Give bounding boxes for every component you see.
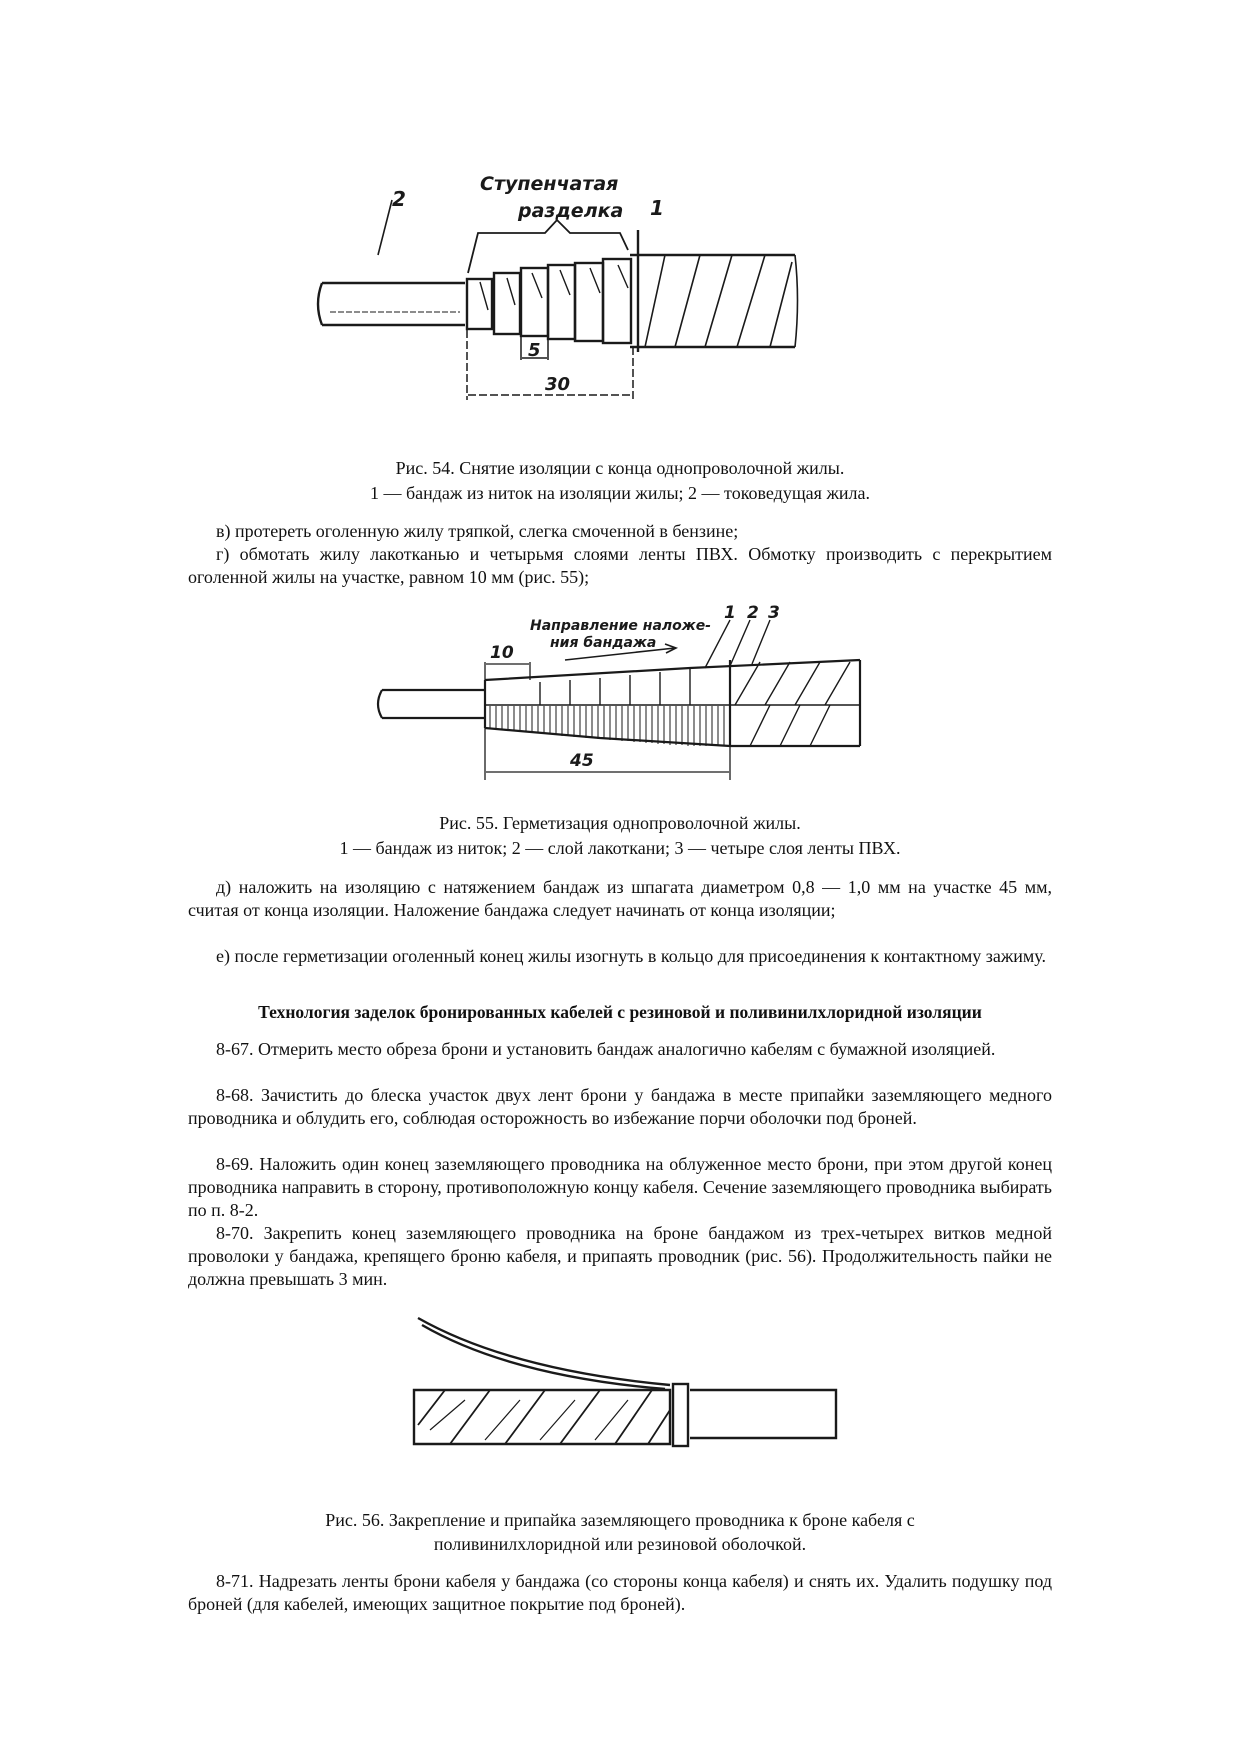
fig55-dim-10: 10	[490, 643, 514, 663]
conductor-outline	[378, 690, 485, 718]
cable-sheath	[690, 1390, 836, 1438]
figure-55-drawing	[360, 600, 880, 780]
paragraph-8-68: 8-68. Зачистить до блеска участок двух лент брони у бандажа в месте припайки заземляющего медного проводника и облудить его, соблюдая осторожность во избежание порчи оболочки под броней.	[188, 1085, 1052, 1128]
figure-56-caption-line2: поливинилхлоридной или резиновой оболочкой.	[433, 1534, 807, 1554]
paragraph-g: г) обмотать жилу лакотканью и четырьмя слоями ленты ПВХ. Обмотку производить с перекрытием оголенной жилы на участке, равном 10 мм (рис. 55);	[188, 544, 1052, 587]
conductor-outline	[318, 283, 465, 325]
bandage-hatching	[490, 706, 724, 746]
figure-56-caption-line1: Рис. 56. Закрепление и припайка заземляющего проводника к броне кабеля с	[325, 1510, 915, 1530]
grounding-wire	[418, 1318, 670, 1389]
fig54-dim-30: 30	[545, 374, 571, 395]
paragraph-d: д) наложить на изоляцию с натяжением бандаж из шпагата диаметром 0,8 — 1,0 мм на участке 45 мм, считая от конца изоляции. Наложение бандажа следует начинать от конца изоляции;	[188, 877, 1052, 920]
fig55-callout-1: 1	[724, 603, 736, 623]
paragraph-8-67: 8-67. Отмерить место обреза брони и установить бандаж аналогично кабелям с бумажной изоляцией.	[216, 1039, 996, 1059]
band	[673, 1384, 688, 1446]
figure-54-caption-line1: Рис. 54. Снятие изоляции с конца однопроволочной жилы.	[395, 458, 845, 478]
figure-55-caption-line1: Рис. 55. Герметизация однопроволочной жилы.	[439, 813, 801, 833]
figure-54-svg	[300, 170, 950, 410]
fig55-callout-2: 2	[747, 603, 759, 623]
fig55-direction-line2: ния бандажа	[550, 635, 657, 651]
fig54-callout-2: 2	[392, 187, 406, 211]
step-1	[467, 279, 492, 329]
paragraph-8-71: 8-71. Надрезать ленты брони кабеля у бандажа (со стороны конца кабеля) и снять их. Удалить подушку под броней (для кабелей, имеющих защитное покрытие под броней).	[188, 1571, 1052, 1614]
fig55-direction-line1: Направление наложе-	[530, 618, 711, 634]
fig55-callout-3: 3	[768, 603, 780, 623]
fig55-dim-45: 45	[570, 751, 594, 771]
paragraph-e: е) после герметизации оголенный конец жилы изогнуть в кольцо для присоединения к контактному зажиму.	[216, 946, 1047, 966]
armor-outline	[414, 1390, 670, 1444]
paragraph-8-69: 8-69. Наложить один конец заземляющего проводника на облуженное место брони, при этом другой конец проводника направить в сторону, противоположную концу кабеля. Сечение заземляющего проводника выбирать по п. 8-2.	[188, 1154, 1052, 1220]
fig54-label-title1: Ступенчатая	[480, 173, 619, 195]
figure-55-svg	[360, 600, 880, 780]
fig54-label-title2: разделка	[518, 200, 624, 222]
figure-56-svg	[390, 1300, 860, 1480]
figure-56-drawing	[390, 1300, 860, 1480]
fig54-dim-5: 5	[528, 340, 541, 361]
wrap-outline	[485, 660, 860, 746]
fig54-callout-1: 1	[650, 196, 664, 220]
paragraph-v: в) протереть оголенную жилу тряпкой, слегка смоченной в бензине;	[216, 521, 739, 541]
figure-54-drawing	[300, 170, 950, 410]
figure-54-caption-line2: 1 — бандаж из ниток на изоляции жилы; 2 — токоведущая жила.	[369, 483, 870, 503]
section-heading: Технология заделок бронированных кабелей с резиновой и поливинилхлоридной изоляции	[258, 1002, 982, 1022]
figure-55-caption-line2: 1 — бандаж из ниток; 2 — слой лакоткани; 3 — четыре слоя ленты ПВХ.	[339, 838, 901, 858]
paragraph-8-70: 8-70. Закрепить конец заземляющего проводника на броне бандажом из трех-четырех витков медной проволоки у бандажа, крепящего броню кабеля, и припаять проводник (рис. 56). Продолжительность пайки не должна превышать 3 мин.	[188, 1223, 1052, 1289]
